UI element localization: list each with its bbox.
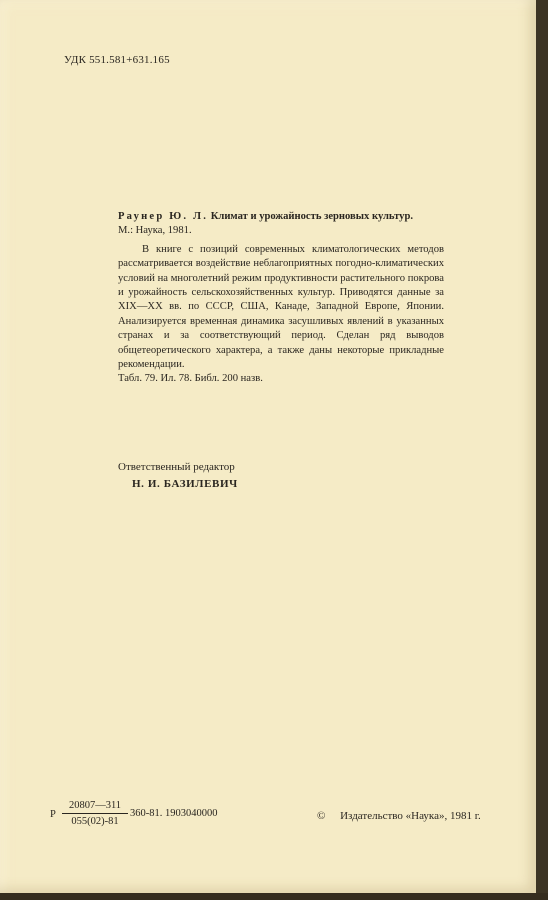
- page-edge-right: [536, 0, 548, 900]
- editor-label: Ответственный редактор: [118, 461, 235, 473]
- bibliographic-entry: [118, 210, 444, 387]
- abstract-text: В книге с позиций современных климатологических методов рассматривается воздействие неблагоприятных погодно-климатических условий на многолетний режим продуктивности растительного покрова и урожайность сельскохозяйственных культур. Приводятся данные за XIX—XX вв. по СССР, США, Канаде, Западной Европе, Японии. Анализируется временная динамика засушливых явлений в указанных странах и за соответствующий период. Сделан ряд выводов общетеоретического характера, а также даны некоторые прикладные рекомендации.: [118, 243, 444, 371]
- bibliographic-heading: [118, 210, 444, 224]
- copyright-icon: ©: [317, 810, 326, 822]
- udc-code: УДК 551.581+631.165: [64, 54, 170, 66]
- imprint: М.: Наука, 1981.: [118, 225, 192, 237]
- copyright-text: Издательство «Наука», 1981 г.: [340, 810, 481, 822]
- illustrations-count: Табл. 79. Ил. 78. Библ. 200 назв.: [118, 373, 263, 385]
- author-name: Раунер Ю. Л.: [118, 211, 209, 222]
- catalog-denominator: 055(02)-81: [71, 816, 119, 827]
- catalog-code: 360-81. 1903040000: [130, 808, 218, 819]
- book-title: Климат и урожайность зерновых культур.: [210, 211, 414, 222]
- editor-block: [118, 459, 238, 493]
- catalog-numerator: 20807—311: [68, 800, 122, 811]
- page-edge-bottom: [0, 893, 548, 900]
- editor-name: Н. И. БАЗИЛЕВИЧ: [132, 478, 238, 490]
- catalog-fraction: [62, 799, 128, 828]
- copyright-line: [317, 810, 481, 822]
- fraction-bar: [62, 813, 128, 814]
- catalog-letter: Р: [50, 809, 56, 820]
